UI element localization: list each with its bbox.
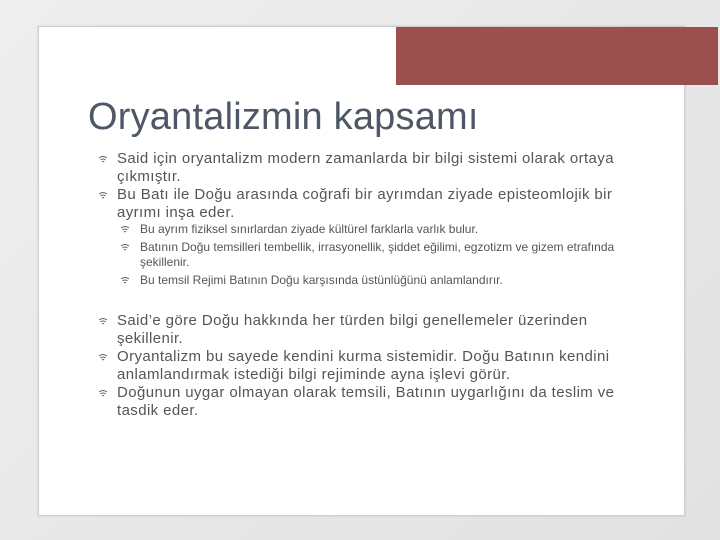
wifi-bullet-icon [120,226,130,234]
bullet-item [98,150,618,186]
bullet-text: Doğunun uygar olmayan olarak temsili, Batının uygarlığını da teslim ve tasdik eder. [117,384,615,419]
sub-bullet-item [120,240,640,270]
wifi-bullet-icon [98,390,108,398]
wifi-bullet-icon [120,244,130,252]
sub-bullet-text: Bu temsil Rejimi Batının Doğu karşısında üstünlüğünü anlamlandırır. [140,273,503,287]
accent-bar [396,27,718,85]
wifi-bullet-icon [98,192,108,200]
wifi-bullet-icon [98,354,108,362]
bullet-text: Said için oryantalizm modern zamanlarda bir bilgi sistemi olarak ortaya çıkmıştır. [117,150,614,185]
bullet-text: Bu Batı ile Doğu arasında coğrafi bir ayrımdan ziyade episteomlojik bir ayrımı inşa eder. [117,186,613,221]
slide-title: Oryantalizmin kapsamı [88,96,479,138]
bullet-item [98,384,618,420]
sub-bullet-item [120,273,640,288]
bullet-item [98,348,618,384]
bullet-text: Oryantalizm bu sayede kendini kurma sistemidir. Doğu Batının kendini anlamlandırmak istediği bilgi rejiminde ayna işlevi görür. [117,348,610,383]
bullet-item [98,312,618,348]
wifi-bullet-icon [98,318,108,326]
sub-bullet-text: Bu ayrım fiziksel sınırlardan ziyade kültürel farklarla varlık bulur. [140,222,479,236]
sub-bullet-text: Batının Doğu temsilleri tembellik, irrasyonellik, şiddet eğilimi, egzotizm ve gizem etrafında şekillenir. [140,240,615,269]
bullet-text: Said’e göre Doğu hakkında her türden bilgi genellemeler üzerinden şekillenir. [117,312,588,347]
wifi-bullet-icon [120,277,130,285]
wifi-bullet-icon [98,156,108,164]
bullet-item [98,186,618,222]
sub-bullet-item [120,222,640,237]
